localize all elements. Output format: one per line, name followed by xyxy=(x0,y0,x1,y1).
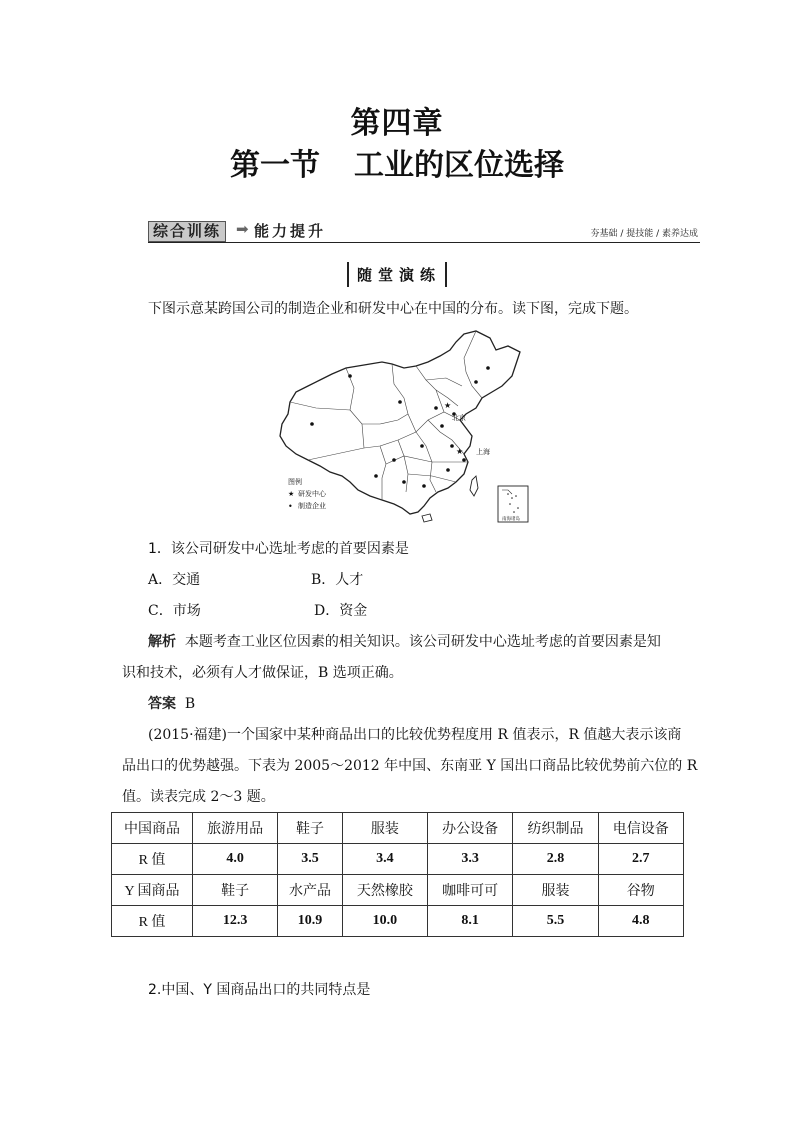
table-cell: 电信设备 xyxy=(598,813,683,844)
practice-heading xyxy=(0,262,794,287)
table-cell: 旅游用品 xyxy=(193,813,278,844)
answer-value: B xyxy=(184,696,196,712)
section-name: 工业的区位选择 xyxy=(354,148,564,183)
passage-line2: 品出口的优势越强。下表为 2005～2012 年中国、东南亚 Y 国出口商品比较优势前六位的 R xyxy=(122,758,698,774)
china-outline xyxy=(280,331,520,514)
table-cell: 10.0 xyxy=(342,906,427,937)
section-title xyxy=(0,140,794,184)
table-row xyxy=(112,875,684,906)
q1-option-d[interactable]: D．资金 xyxy=(314,603,368,619)
table-cell: 谷物 xyxy=(598,875,683,906)
intro-text: 下图示意某跨国公司的制造企业和研发中心在中国的分布。读下图，完成下题。 xyxy=(148,301,638,317)
legend-rd: 研发中心 xyxy=(298,490,326,498)
rd-star-beijing: ★ xyxy=(444,401,452,410)
table-cell: 咖啡可可 xyxy=(427,875,512,906)
table-cell: Y 国商品 xyxy=(112,875,193,906)
table-cell: 水产品 xyxy=(278,875,342,906)
legend-mfg: 制造企业 xyxy=(298,502,326,510)
q2-stem: 2.中国、Y 国商品出口的共同特点是 xyxy=(148,982,371,998)
practice-title: 随堂演练 xyxy=(347,262,447,287)
table-cell: 服装 xyxy=(342,813,427,844)
label-beijing: 北京 xyxy=(452,414,466,422)
q1-option-a[interactable]: A．交通 xyxy=(148,572,201,588)
inset-label: 南海诸岛 xyxy=(502,517,520,522)
table-cell: 中国商品 xyxy=(112,813,193,844)
legend-title: 图例 xyxy=(288,478,302,486)
analysis-tag: 解析 xyxy=(148,634,176,650)
rd-star-shanghai: ★ xyxy=(456,447,464,456)
table-row xyxy=(112,906,684,937)
table-cell: 3.4 xyxy=(342,844,427,875)
table-cell: 12.3 xyxy=(193,906,278,937)
table-cell: 鞋子 xyxy=(278,813,342,844)
q1-option-b[interactable]: B．人才 xyxy=(311,572,364,588)
table-cell: 10.9 xyxy=(278,906,342,937)
table-cell: 4.8 xyxy=(598,906,683,937)
hainan xyxy=(422,514,432,522)
analysis-line2: 识和技术，必须有人才做保证，B 选项正确。 xyxy=(122,665,403,681)
analysis-line1: 本题考查工业区位因素的相关知识。该公司研发中心选址考虑的首要因素是知 xyxy=(184,634,661,650)
china-map xyxy=(276,328,536,528)
table-cell: 服装 xyxy=(513,875,598,906)
answer-tag: 答案 xyxy=(148,696,176,712)
table-cell: 3.3 xyxy=(427,844,512,875)
table-cell: 8.1 xyxy=(427,906,512,937)
table-row xyxy=(112,844,684,875)
table-cell: 4.0 xyxy=(193,844,278,875)
table-cell: 2.7 xyxy=(598,844,683,875)
training-banner xyxy=(148,220,700,243)
q1-option-c[interactable]: C．市场 xyxy=(148,603,201,619)
table-cell: 天然橡胶 xyxy=(342,875,427,906)
table-row xyxy=(112,813,684,844)
table-cell: 5.5 xyxy=(513,906,598,937)
table-cell: 2.8 xyxy=(513,844,598,875)
banner-left-label: 综合训练 xyxy=(148,221,226,242)
banner-tagline: 夯基础 / 提技能 / 素养达成 xyxy=(590,229,698,239)
arrow-right-icon: ➡ xyxy=(236,220,249,238)
legend-dot-icon: • xyxy=(288,502,293,511)
table-cell: 办公设备 xyxy=(427,813,512,844)
table-cell: 纺织制品 xyxy=(513,813,598,844)
label-shanghai: 上海 xyxy=(476,448,490,456)
q1-analysis xyxy=(148,627,693,657)
r-value-table xyxy=(111,812,684,937)
q1-stem: 1．该公司研发中心选址考虑的首要因素是 xyxy=(148,541,409,557)
banner-right-label: 能力提升 xyxy=(254,222,327,240)
q1-answer xyxy=(148,689,693,719)
taiwan xyxy=(470,476,478,496)
section-number: 第一节 xyxy=(230,148,320,183)
chapter-title: 第四章 xyxy=(350,106,444,141)
table-cell: R 值 xyxy=(112,906,193,937)
legend-star-icon: ★ xyxy=(288,490,295,498)
table-cell: R 值 xyxy=(112,844,193,875)
table-cell: 鞋子 xyxy=(193,875,278,906)
passage-line3: 值。读表完成 2～3 题。 xyxy=(122,789,275,805)
table-cell: 3.5 xyxy=(278,844,342,875)
passage-line1: (2015·福建)一个国家中某种商品出口的比较优势程度用 R 值表示，R 值越大表示该商 xyxy=(148,727,682,743)
